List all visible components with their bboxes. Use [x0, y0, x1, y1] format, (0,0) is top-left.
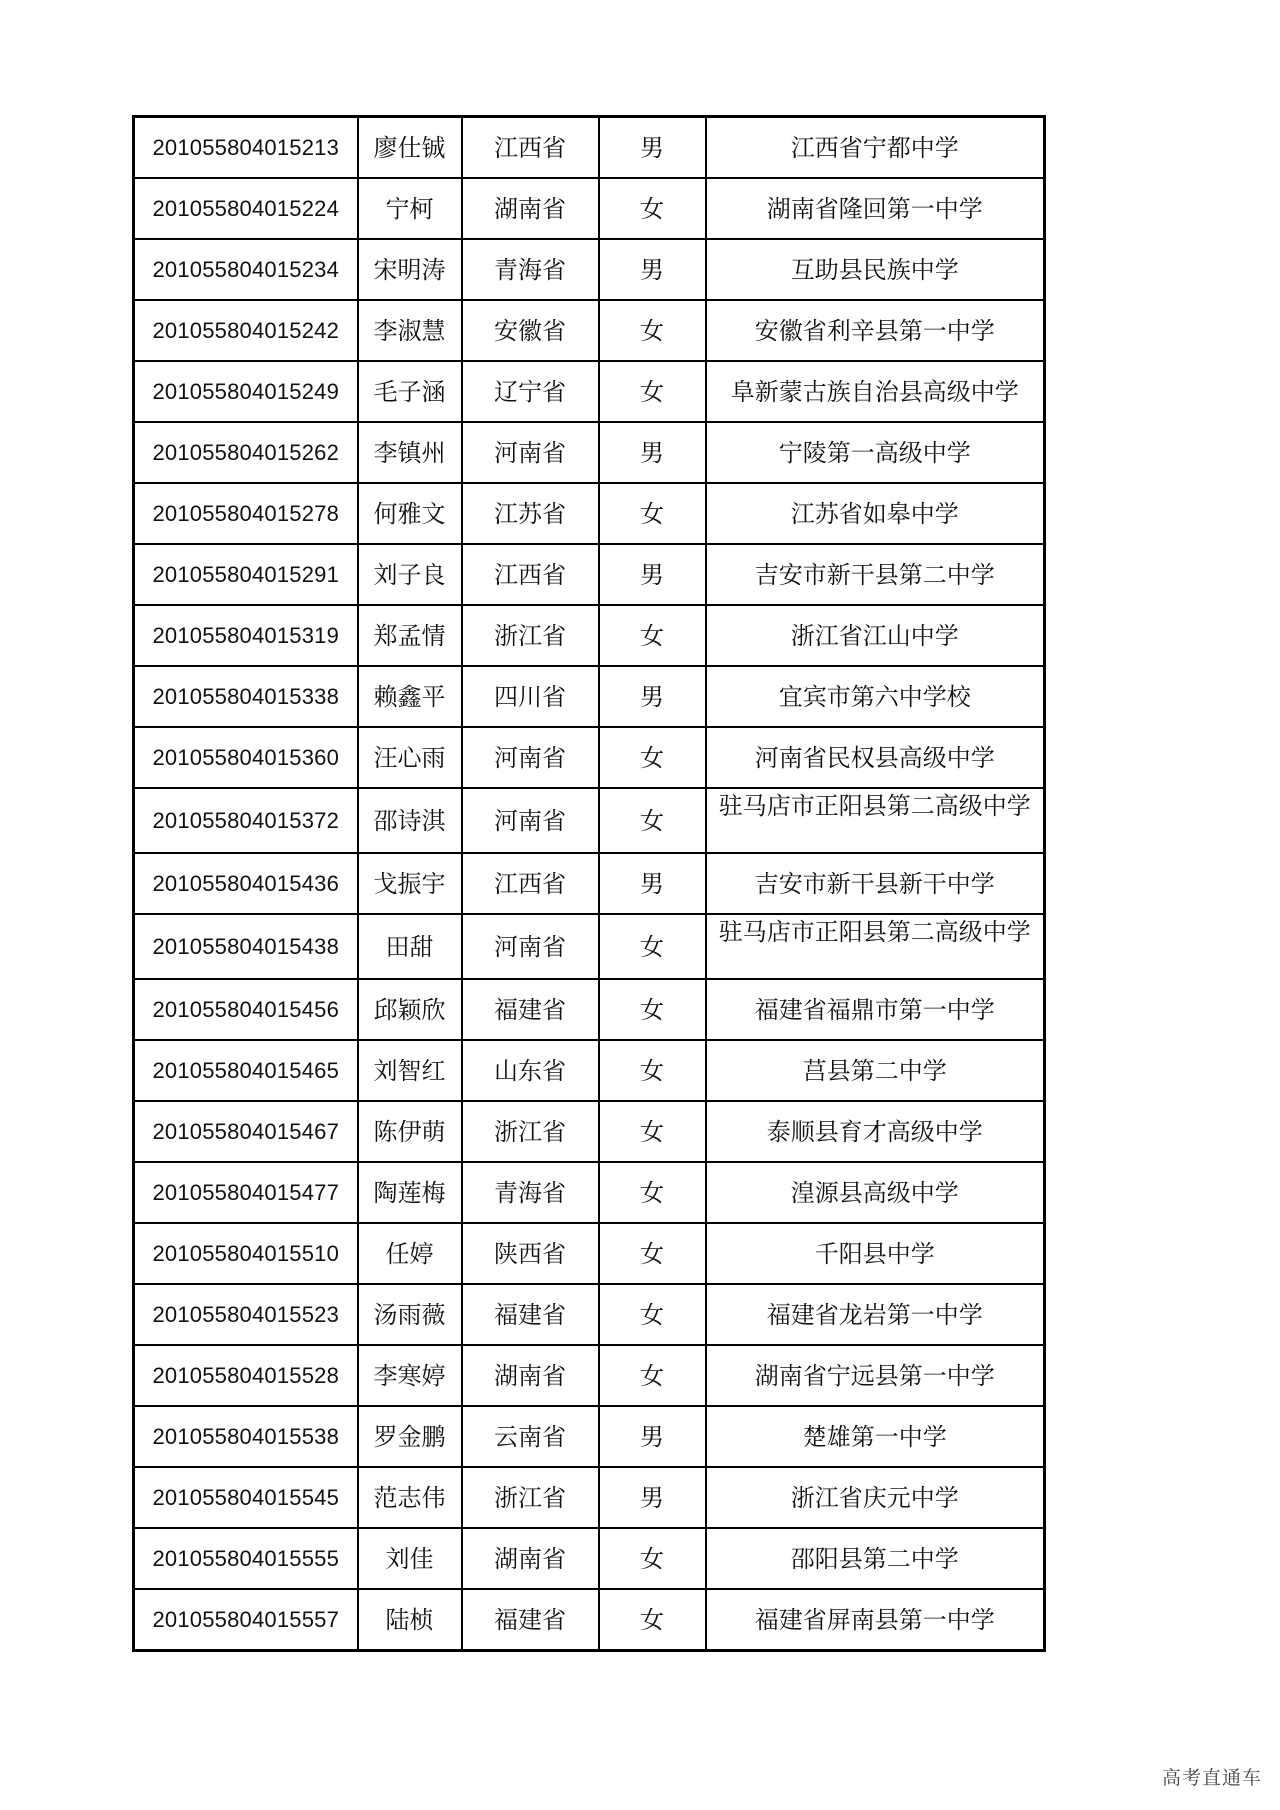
gender: 男: [599, 544, 706, 605]
gender: 女: [599, 1528, 706, 1589]
province: 江西省: [462, 853, 599, 914]
table-row: [134, 1345, 1045, 1406]
table-row: [134, 544, 1045, 605]
student-name: 刘智红: [358, 1040, 462, 1101]
candidate-id: 201055804015436: [134, 853, 358, 914]
school: 安徽省利辛县第一中学: [706, 300, 1045, 361]
student-name: 赖鑫平: [358, 666, 462, 727]
student-name: 刘佳: [358, 1528, 462, 1589]
gender: 女: [599, 178, 706, 239]
province: 河南省: [462, 914, 599, 979]
school: 邵阳县第二中学: [706, 1528, 1045, 1589]
student-name: 宋明涛: [358, 239, 462, 300]
gender: 男: [599, 853, 706, 914]
candidate-id: 201055804015538: [134, 1406, 358, 1467]
table-row: [134, 979, 1045, 1040]
table-row: [134, 1406, 1045, 1467]
school: 楚雄第一中学: [706, 1406, 1045, 1467]
table-row: [134, 914, 1045, 979]
candidate-id: 201055804015555: [134, 1528, 358, 1589]
gender: 女: [599, 1284, 706, 1345]
gender: 女: [599, 300, 706, 361]
school: 泰顺县育才高级中学: [706, 1101, 1045, 1162]
student-name: 陈伊萌: [358, 1101, 462, 1162]
province: 四川省: [462, 666, 599, 727]
table-row: [134, 117, 1045, 179]
school: 莒县第二中学: [706, 1040, 1045, 1101]
student-name: 田甜: [358, 914, 462, 979]
province: 青海省: [462, 239, 599, 300]
student-name: 陆桢: [358, 1589, 462, 1651]
school: 福建省龙岩第一中学: [706, 1284, 1045, 1345]
province: 浙江省: [462, 605, 599, 666]
candidate-id: 201055804015467: [134, 1101, 358, 1162]
gender: 女: [599, 483, 706, 544]
gender: 男: [599, 1406, 706, 1467]
student-name: 宁柯: [358, 178, 462, 239]
school: 宜宾市第六中学校: [706, 666, 1045, 727]
candidate-id: 201055804015262: [134, 422, 358, 483]
school: 宁陵第一高级中学: [706, 422, 1045, 483]
table-row: [134, 1040, 1045, 1101]
gender: 女: [599, 605, 706, 666]
gender: 女: [599, 788, 706, 853]
candidate-id: 201055804015528: [134, 1345, 358, 1406]
school: 湖南省隆回第一中学: [706, 178, 1045, 239]
province: 湖南省: [462, 178, 599, 239]
province: 江苏省: [462, 483, 599, 544]
table-row: [134, 666, 1045, 727]
province: 山东省: [462, 1040, 599, 1101]
student-name: 任婷: [358, 1223, 462, 1284]
gender: 女: [599, 1101, 706, 1162]
student-name: 戈振宇: [358, 853, 462, 914]
table-row: [134, 1589, 1045, 1651]
candidate-id: 201055804015234: [134, 239, 358, 300]
student-name: 罗金鹏: [358, 1406, 462, 1467]
school: 福建省福鼎市第一中学: [706, 979, 1045, 1040]
candidate-id: 201055804015338: [134, 666, 358, 727]
gender: 女: [599, 1223, 706, 1284]
gender: 女: [599, 1589, 706, 1651]
candidate-id: 201055804015319: [134, 605, 358, 666]
table-row: [134, 300, 1045, 361]
candidate-id: 201055804015278: [134, 483, 358, 544]
province: 安徽省: [462, 300, 599, 361]
student-name: 李淑慧: [358, 300, 462, 361]
student-name: 刘子良: [358, 544, 462, 605]
student-name: 邵诗淇: [358, 788, 462, 853]
gender: 男: [599, 239, 706, 300]
school: 福建省屏南县第一中学: [706, 1589, 1045, 1651]
table-row: [134, 1101, 1045, 1162]
student-name: 毛子涵: [358, 361, 462, 422]
school: 浙江省庆元中学: [706, 1467, 1045, 1528]
province: 福建省: [462, 979, 599, 1040]
school: 河南省民权县高级中学: [706, 727, 1045, 788]
student-name: 汪心雨: [358, 727, 462, 788]
gender: 男: [599, 117, 706, 179]
province: 湖南省: [462, 1528, 599, 1589]
gender: 男: [599, 666, 706, 727]
gender: 女: [599, 1040, 706, 1101]
candidate-id: 201055804015372: [134, 788, 358, 853]
candidate-id: 201055804015557: [134, 1589, 358, 1651]
province: 河南省: [462, 788, 599, 853]
candidate-id: 201055804015477: [134, 1162, 358, 1223]
province: 福建省: [462, 1284, 599, 1345]
student-name: 范志伟: [358, 1467, 462, 1528]
province: 河南省: [462, 422, 599, 483]
school: 吉安市新干县第二中学: [706, 544, 1045, 605]
gender: 女: [599, 914, 706, 979]
school: 吉安市新干县新干中学: [706, 853, 1045, 914]
gender: 男: [599, 422, 706, 483]
candidate-id: 201055804015510: [134, 1223, 358, 1284]
gender: 男: [599, 1467, 706, 1528]
gender: 女: [599, 1162, 706, 1223]
candidate-id: 201055804015213: [134, 117, 358, 179]
table-row: [134, 788, 1045, 853]
table-row: [134, 727, 1045, 788]
school: 千阳县中学: [706, 1223, 1045, 1284]
table-row: [134, 178, 1045, 239]
table-row: [134, 483, 1045, 544]
candidate-id: 201055804015465: [134, 1040, 358, 1101]
province: 湖南省: [462, 1345, 599, 1406]
province: 青海省: [462, 1162, 599, 1223]
province: 河南省: [462, 727, 599, 788]
table-row: [134, 361, 1045, 422]
table-row: [134, 1162, 1045, 1223]
table-row: [134, 1284, 1045, 1345]
table-row: [134, 853, 1045, 914]
school: 湖南省宁远县第一中学: [706, 1345, 1045, 1406]
student-name: 汤雨薇: [358, 1284, 462, 1345]
candidate-id: 201055804015456: [134, 979, 358, 1040]
candidate-id: 201055804015545: [134, 1467, 358, 1528]
candidate-id: 201055804015360: [134, 727, 358, 788]
school: 江苏省如皋中学: [706, 483, 1045, 544]
student-name: 陶莲梅: [358, 1162, 462, 1223]
province: 浙江省: [462, 1467, 599, 1528]
school: 驻马店市正阳县第二高级中学: [706, 914, 1045, 979]
student-name: 廖仕铖: [358, 117, 462, 179]
admission-list-table: [132, 115, 1046, 1652]
student-name: 李镇州: [358, 422, 462, 483]
student-name: 何雅文: [358, 483, 462, 544]
school: 江西省宁都中学: [706, 117, 1045, 179]
school: 驻马店市正阳县第二高级中学: [706, 788, 1045, 853]
candidate-id: 201055804015224: [134, 178, 358, 239]
table-row: [134, 1467, 1045, 1528]
student-name: 郑孟情: [358, 605, 462, 666]
province: 江西省: [462, 544, 599, 605]
province: 江西省: [462, 117, 599, 179]
gender: 女: [599, 727, 706, 788]
candidate-id: 201055804015438: [134, 914, 358, 979]
province: 陕西省: [462, 1223, 599, 1284]
province: 云南省: [462, 1406, 599, 1467]
table-row: [134, 605, 1045, 666]
candidate-id: 201055804015523: [134, 1284, 358, 1345]
gender: 女: [599, 979, 706, 1040]
table-row: [134, 422, 1045, 483]
province: 辽宁省: [462, 361, 599, 422]
candidate-id: 201055804015291: [134, 544, 358, 605]
school: 互助县民族中学: [706, 239, 1045, 300]
candidate-id: 201055804015242: [134, 300, 358, 361]
province: 浙江省: [462, 1101, 599, 1162]
gender: 女: [599, 361, 706, 422]
watermark-text: 高考直通车: [1161, 1767, 1262, 1789]
school: 阜新蒙古族自治县高级中学: [706, 361, 1045, 422]
school: 湟源县高级中学: [706, 1162, 1045, 1223]
student-name: 邱颖欣: [358, 979, 462, 1040]
student-name: 李寒婷: [358, 1345, 462, 1406]
table-row: [134, 239, 1045, 300]
table-row: [134, 1528, 1045, 1589]
candidate-id: 201055804015249: [134, 361, 358, 422]
table-row: [134, 1223, 1045, 1284]
gender: 女: [599, 1345, 706, 1406]
province: 福建省: [462, 1589, 599, 1651]
school: 浙江省江山中学: [706, 605, 1045, 666]
